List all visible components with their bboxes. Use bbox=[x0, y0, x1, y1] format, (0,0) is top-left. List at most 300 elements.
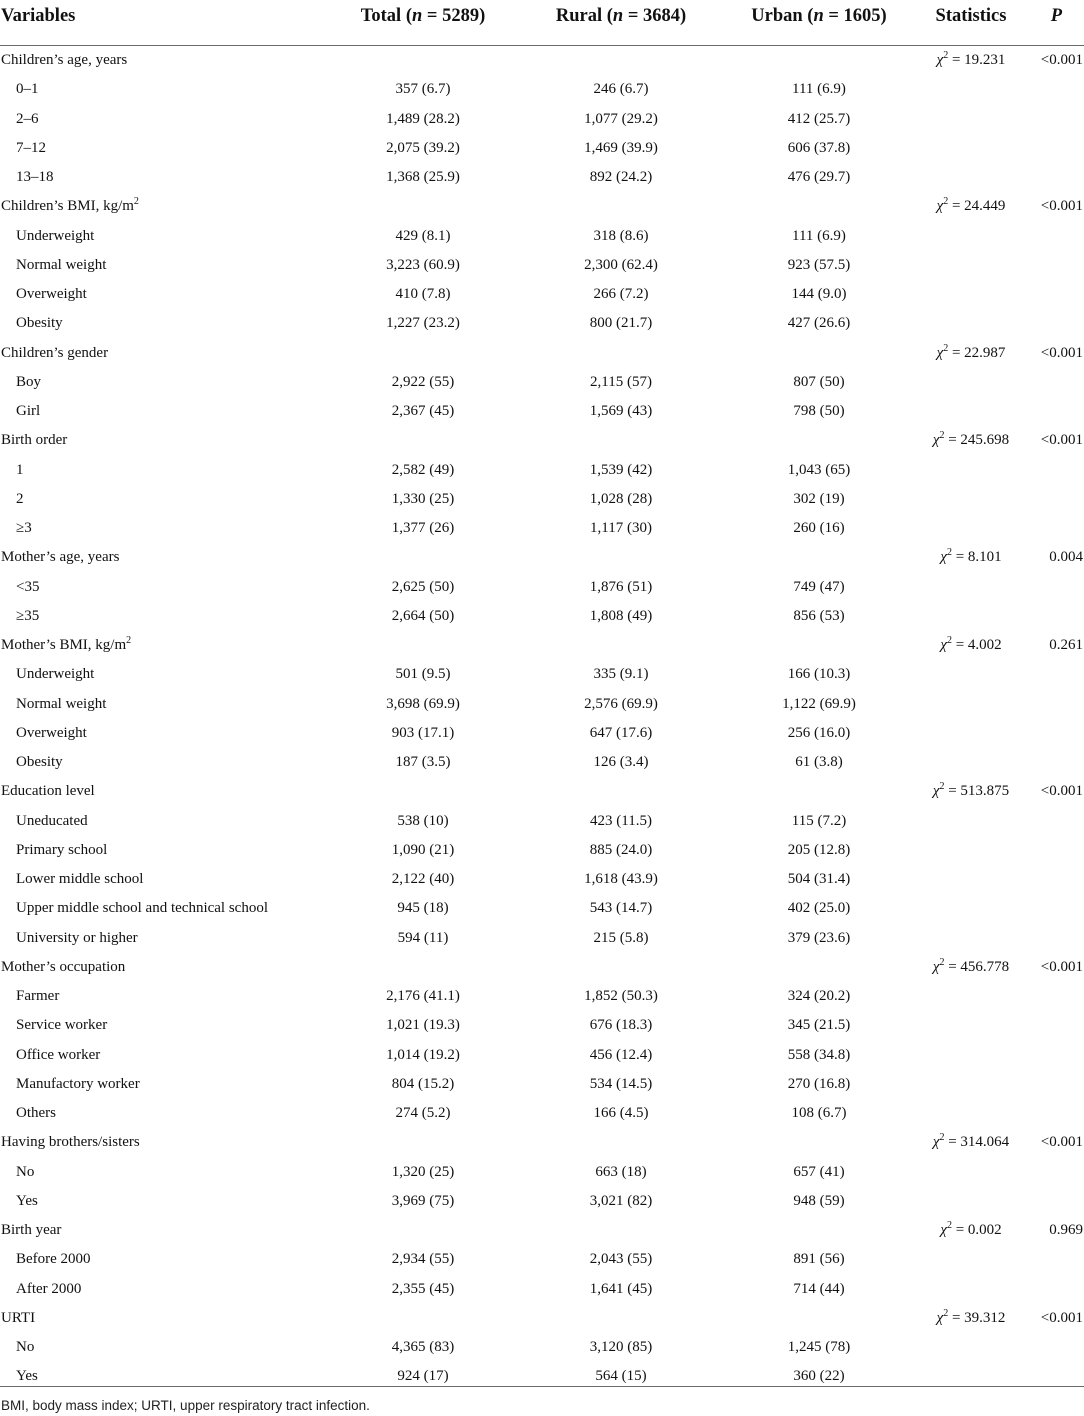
urban-cell: 714 (44) bbox=[793, 1280, 845, 1297]
header-urban-n: n bbox=[813, 5, 824, 26]
urban-cell: 205 (12.8) bbox=[787, 841, 851, 858]
p-value-cell: 0.004 bbox=[1049, 549, 1083, 566]
p-value-cell bbox=[1024, 1070, 1084, 1099]
urban-cell bbox=[720, 426, 918, 455]
row-label: Mother’s age, years bbox=[1, 549, 120, 566]
row-label-cell bbox=[0, 719, 324, 748]
table-row bbox=[0, 514, 1084, 543]
p-value-cell bbox=[1024, 836, 1084, 865]
p-value-cell bbox=[1024, 251, 1084, 280]
p-value-cell bbox=[1024, 690, 1084, 719]
row-label: Lower middle school bbox=[16, 871, 144, 888]
p-value-cell bbox=[1024, 280, 1084, 309]
row-label: Mother’s occupation bbox=[1, 958, 126, 975]
statistic-cell bbox=[918, 1158, 1024, 1187]
urban-cell: 108 (6.7) bbox=[791, 1105, 847, 1122]
chi-symbol: χ bbox=[940, 1222, 947, 1239]
chi-square-superscript: 2 bbox=[946, 1220, 952, 1232]
row-label-cell bbox=[0, 1011, 324, 1040]
statistic-cell bbox=[918, 163, 1024, 192]
row-label-cell bbox=[0, 222, 324, 251]
row-label: 0–1 bbox=[16, 81, 39, 98]
chi-square-superscript: 2 bbox=[943, 196, 949, 208]
row-label-cell bbox=[0, 1070, 324, 1099]
row-label: Birth order bbox=[1, 432, 68, 449]
rural-cell: 564 (15) bbox=[595, 1368, 647, 1385]
p-value-cell bbox=[1024, 573, 1084, 602]
row-label: No bbox=[16, 1339, 35, 1356]
chi-symbol: χ bbox=[936, 52, 944, 69]
chi-square-value: = 19.231 bbox=[948, 52, 1006, 69]
row-label: Others bbox=[16, 1105, 56, 1122]
row-label-cell bbox=[0, 251, 324, 280]
rural-cell: 266 (7.2) bbox=[593, 286, 649, 303]
total-cell: 1,330 (25) bbox=[391, 490, 455, 507]
p-value-cell: <0.001 bbox=[1040, 1134, 1083, 1151]
rural-cell: 1,117 (30) bbox=[590, 520, 652, 537]
rural-cell: 456 (12.4) bbox=[589, 1046, 653, 1063]
rural-cell bbox=[522, 953, 720, 982]
table-row bbox=[0, 309, 1084, 338]
row-label: Uneducated bbox=[16, 812, 88, 829]
rural-cell bbox=[522, 1216, 720, 1245]
header-urban-label: Urban ( bbox=[751, 5, 814, 26]
urban-cell: 166 (10.3) bbox=[787, 666, 851, 683]
rural-cell: 1,569 (43) bbox=[589, 403, 653, 420]
rural-cell: 1,876 (51) bbox=[589, 578, 653, 595]
row-label: Boy bbox=[16, 373, 42, 390]
total-cell: 1,021 (19.3) bbox=[386, 1017, 460, 1034]
p-value-cell bbox=[1024, 982, 1084, 1011]
table-row bbox=[0, 134, 1084, 163]
urban-cell: 302 (19) bbox=[793, 490, 845, 507]
total-cell bbox=[324, 339, 522, 368]
chi-square-superscript: 2 bbox=[943, 342, 949, 354]
chi-symbol: χ bbox=[932, 1134, 940, 1151]
urban-cell: 270 (16.8) bbox=[787, 1075, 851, 1092]
total-cell: 2,934 (55) bbox=[391, 1251, 455, 1268]
table-row bbox=[0, 485, 1084, 514]
row-label-cell bbox=[0, 1099, 324, 1128]
table-row bbox=[0, 865, 1084, 894]
table-row bbox=[0, 1099, 1084, 1128]
table-group-row bbox=[0, 339, 1084, 368]
row-label-cell bbox=[0, 660, 324, 689]
statistic-cell bbox=[918, 368, 1024, 397]
row-label: Farmer bbox=[16, 988, 60, 1005]
total-cell bbox=[324, 1216, 522, 1245]
row-label-cell bbox=[0, 894, 324, 923]
group-label-cell bbox=[0, 631, 324, 660]
urban-cell: 111 (6.9) bbox=[792, 227, 846, 244]
row-label: Normal weight bbox=[16, 256, 107, 273]
rural-cell bbox=[522, 46, 720, 76]
row-label-cell bbox=[0, 309, 324, 338]
table-row bbox=[0, 690, 1084, 719]
chi-square-value: = 0.002 bbox=[951, 1222, 1002, 1239]
row-label: Children’s age, years bbox=[1, 52, 128, 69]
row-label: URTI bbox=[1, 1309, 36, 1326]
urban-cell: 144 (9.0) bbox=[791, 286, 847, 303]
chi-square-value: = 22.987 bbox=[948, 344, 1006, 361]
total-cell: 1,368 (25.9) bbox=[386, 169, 460, 186]
total-cell: 3,969 (75) bbox=[391, 1192, 455, 1209]
row-label: 2 bbox=[16, 490, 24, 507]
urban-cell bbox=[720, 953, 918, 982]
group-label-cell bbox=[0, 777, 324, 806]
row-label-cell bbox=[0, 1333, 324, 1362]
statistic-cell bbox=[918, 46, 1024, 76]
rural-cell: 1,852 (50.3) bbox=[584, 988, 658, 1005]
row-label: Manufactory worker bbox=[16, 1075, 140, 1092]
rural-cell: 543 (14.7) bbox=[589, 900, 653, 917]
chi-square-value: = 513.875 bbox=[944, 783, 1010, 800]
total-cell: 1,377 (26) bbox=[391, 520, 455, 537]
chi-square-superscript: 2 bbox=[939, 781, 945, 793]
urban-cell: 606 (37.8) bbox=[787, 139, 851, 156]
rural-cell: 423 (11.5) bbox=[590, 812, 652, 829]
chi-square-superscript: 2 bbox=[939, 1132, 945, 1144]
urban-cell: 379 (23.6) bbox=[787, 929, 851, 946]
urban-cell: 1,122 (69.9) bbox=[782, 695, 856, 712]
chi-square-superscript: 2 bbox=[943, 1307, 949, 1319]
total-cell: 274 (5.2) bbox=[395, 1105, 451, 1122]
total-cell: 945 (18) bbox=[397, 900, 449, 917]
row-label: Underweight bbox=[16, 666, 95, 683]
urban-cell bbox=[720, 1304, 918, 1333]
table-row bbox=[0, 836, 1084, 865]
statistic-cell bbox=[918, 485, 1024, 514]
p-value-cell: <0.001 bbox=[1040, 958, 1083, 975]
table-group-row bbox=[0, 1216, 1084, 1245]
p-value-cell bbox=[1024, 1011, 1084, 1040]
chi-symbol: χ bbox=[940, 637, 947, 654]
group-label-cell bbox=[0, 192, 324, 221]
statistic-cell bbox=[918, 134, 1024, 163]
p-value-cell: <0.001 bbox=[1040, 1309, 1083, 1326]
p-value-cell bbox=[1024, 105, 1084, 134]
table-row bbox=[0, 1187, 1084, 1216]
chi-square-value: = 8.101 bbox=[951, 549, 1002, 566]
total-cell bbox=[324, 777, 522, 806]
total-cell bbox=[324, 1304, 522, 1333]
row-label-cell bbox=[0, 807, 324, 836]
p-value-cell bbox=[1024, 134, 1084, 163]
chi-square-superscript: 2 bbox=[943, 50, 949, 62]
total-cell: 2,582 (49) bbox=[391, 461, 455, 478]
rural-cell: 3,021 (82) bbox=[589, 1192, 653, 1209]
table-row bbox=[0, 1333, 1084, 1362]
statistic-cell bbox=[918, 894, 1024, 923]
urban-cell: 427 (26.6) bbox=[787, 315, 851, 332]
table-row bbox=[0, 1245, 1084, 1274]
group-label-cell bbox=[0, 426, 324, 455]
row-label-cell bbox=[0, 1187, 324, 1216]
p-value-cell bbox=[1024, 865, 1084, 894]
table-row bbox=[0, 982, 1084, 1011]
statistic-cell bbox=[918, 631, 1024, 660]
total-cell: 501 (9.5) bbox=[395, 666, 451, 683]
statistic-cell bbox=[918, 105, 1024, 134]
header-row bbox=[0, 0, 1084, 46]
table-row bbox=[0, 1070, 1084, 1099]
row-label: Yes bbox=[16, 1368, 38, 1385]
rural-cell: 663 (18) bbox=[595, 1163, 647, 1180]
rural-cell: 800 (21.7) bbox=[589, 315, 653, 332]
statistic-cell bbox=[918, 1362, 1024, 1391]
row-label-cell bbox=[0, 573, 324, 602]
urban-cell bbox=[720, 543, 918, 572]
header-rural bbox=[522, 0, 720, 46]
header-rural-n: n bbox=[612, 5, 624, 26]
urban-cell: 1,245 (78) bbox=[787, 1339, 851, 1356]
urban-cell: 798 (50) bbox=[793, 403, 845, 420]
row-label: 1 bbox=[16, 461, 24, 478]
total-cell bbox=[324, 631, 522, 660]
statistic-cell bbox=[918, 602, 1024, 631]
total-cell bbox=[324, 192, 522, 221]
p-value-cell bbox=[1024, 485, 1084, 514]
row-label: Primary school bbox=[16, 841, 108, 858]
row-label-cell bbox=[0, 1245, 324, 1274]
p-value-cell bbox=[1024, 748, 1084, 777]
urban-cell: 111 (6.9) bbox=[792, 81, 846, 98]
total-cell: 2,367 (45) bbox=[391, 403, 455, 420]
urban-cell: 891 (56) bbox=[793, 1251, 845, 1268]
group-label-cell bbox=[0, 543, 324, 572]
rural-cell: 215 (5.8) bbox=[593, 929, 649, 946]
p-value-cell bbox=[1024, 309, 1084, 338]
table-row bbox=[0, 748, 1084, 777]
statistic-cell bbox=[918, 836, 1024, 865]
rural-cell bbox=[522, 1304, 720, 1333]
urban-cell: 260 (16) bbox=[793, 520, 845, 537]
rural-cell: 335 (9.1) bbox=[593, 666, 649, 683]
statistic-cell bbox=[918, 339, 1024, 368]
group-label-cell bbox=[0, 46, 324, 76]
row-label: Mother’s BMI, kg/m bbox=[1, 637, 127, 654]
total-cell: 804 (15.2) bbox=[391, 1075, 455, 1092]
rural-cell: 892 (24.2) bbox=[589, 169, 653, 186]
row-label-cell bbox=[0, 368, 324, 397]
total-cell bbox=[324, 426, 522, 455]
rural-cell: 647 (17.6) bbox=[589, 724, 653, 741]
row-label: Overweight bbox=[16, 724, 87, 741]
statistic-cell bbox=[918, 1275, 1024, 1304]
p-value-cell bbox=[1024, 660, 1084, 689]
row-label: Children’s gender bbox=[1, 344, 109, 361]
row-label-cell bbox=[0, 514, 324, 543]
urban-cell: 115 (7.2) bbox=[791, 812, 847, 829]
row-label: Office worker bbox=[16, 1046, 101, 1063]
row-label: ≥3 bbox=[16, 520, 32, 537]
urban-cell: 412 (25.7) bbox=[787, 110, 851, 127]
table-row bbox=[0, 222, 1084, 251]
rural-cell: 885 (24.0) bbox=[589, 841, 653, 858]
row-label-cell bbox=[0, 485, 324, 514]
rural-cell: 1,808 (49) bbox=[589, 607, 653, 624]
chi-square-value: = 4.002 bbox=[951, 637, 1002, 654]
chi-square-superscript: 2 bbox=[939, 430, 945, 442]
total-cell bbox=[324, 1128, 522, 1157]
urban-cell: 1,043 (65) bbox=[787, 461, 851, 478]
table-row bbox=[0, 397, 1084, 426]
chi-symbol: χ bbox=[932, 432, 940, 449]
urban-cell bbox=[720, 777, 918, 806]
p-value-cell bbox=[1024, 1187, 1084, 1216]
header-variables: Variables bbox=[0, 0, 324, 46]
rural-cell: 2,300 (62.4) bbox=[584, 256, 658, 273]
urban-cell bbox=[720, 1128, 918, 1157]
rural-cell: 1,618 (43.9) bbox=[584, 871, 658, 888]
p-value-cell bbox=[1024, 924, 1084, 953]
rural-cell: 3,120 (85) bbox=[589, 1339, 653, 1356]
row-label-cell bbox=[0, 105, 324, 134]
total-cell bbox=[324, 46, 522, 76]
row-label: 13–18 bbox=[16, 169, 54, 186]
total-cell: 2,176 (41.1) bbox=[386, 988, 460, 1005]
p-value-cell bbox=[1024, 163, 1084, 192]
chi-symbol: χ bbox=[932, 783, 940, 800]
rural-cell: 2,576 (69.9) bbox=[584, 695, 658, 712]
p-value-cell bbox=[1024, 602, 1084, 631]
total-cell: 410 (7.8) bbox=[395, 286, 451, 303]
p-value-cell bbox=[1024, 1362, 1084, 1391]
urban-cell: 948 (59) bbox=[793, 1192, 845, 1209]
table-row bbox=[0, 807, 1084, 836]
table-body bbox=[0, 46, 1084, 1392]
chi-square-value: = 314.064 bbox=[944, 1134, 1010, 1151]
chi-square-superscript: 2 bbox=[939, 956, 945, 968]
row-label-cell bbox=[0, 134, 324, 163]
urban-cell: 657 (41) bbox=[793, 1163, 845, 1180]
rural-cell: 676 (18.3) bbox=[589, 1017, 653, 1034]
header-statistics: Statistics bbox=[918, 0, 1024, 46]
statistic-cell bbox=[918, 309, 1024, 338]
statistic-cell bbox=[918, 222, 1024, 251]
total-cell: 187 (3.5) bbox=[395, 754, 451, 771]
urban-cell: 558 (34.8) bbox=[787, 1046, 851, 1063]
statistic-cell bbox=[918, 719, 1024, 748]
p-value-cell bbox=[1024, 222, 1084, 251]
total-cell: 594 (11) bbox=[397, 929, 449, 946]
statistic-cell bbox=[918, 807, 1024, 836]
rural-cell: 1,641 (45) bbox=[589, 1280, 653, 1297]
table-group-row bbox=[0, 46, 1084, 76]
rural-cell: 2,115 (57) bbox=[590, 373, 652, 390]
table-row bbox=[0, 75, 1084, 104]
row-label-cell bbox=[0, 865, 324, 894]
row-label: <35 bbox=[16, 578, 40, 595]
total-cell: 3,698 (69.9) bbox=[386, 695, 460, 712]
rural-cell: 1,539 (42) bbox=[589, 461, 653, 478]
table-row bbox=[0, 1362, 1084, 1391]
row-label: Girl bbox=[16, 403, 41, 420]
total-cell: 2,122 (40) bbox=[391, 871, 455, 888]
group-label-cell bbox=[0, 339, 324, 368]
total-cell: 4,365 (83) bbox=[391, 1339, 455, 1356]
statistic-cell bbox=[918, 543, 1024, 572]
row-label-cell bbox=[0, 602, 324, 631]
header-urban-count: = 1605) bbox=[823, 5, 887, 26]
p-value-cell bbox=[1024, 1275, 1084, 1304]
statistic-cell bbox=[918, 865, 1024, 894]
row-label: No bbox=[16, 1163, 35, 1180]
chi-square-superscript: 2 bbox=[946, 635, 952, 647]
row-label-cell bbox=[0, 748, 324, 777]
row-label: Having brothers/sisters bbox=[1, 1134, 140, 1151]
table-row bbox=[0, 1041, 1084, 1070]
urban-cell: 360 (22) bbox=[793, 1368, 845, 1385]
statistic-cell bbox=[918, 1187, 1024, 1216]
statistic-cell bbox=[918, 1245, 1024, 1274]
p-value-cell bbox=[1024, 514, 1084, 543]
total-cell: 903 (17.1) bbox=[391, 724, 455, 741]
group-label-cell bbox=[0, 953, 324, 982]
urban-cell bbox=[720, 339, 918, 368]
table-group-row bbox=[0, 1128, 1084, 1157]
statistic-cell bbox=[918, 397, 1024, 426]
row-label: Yes bbox=[16, 1192, 38, 1209]
urban-cell bbox=[720, 631, 918, 660]
total-cell: 1,014 (19.2) bbox=[386, 1046, 460, 1063]
row-label-cell bbox=[0, 75, 324, 104]
rural-cell bbox=[522, 777, 720, 806]
group-label-cell bbox=[0, 1128, 324, 1157]
row-label: 2–6 bbox=[16, 110, 39, 127]
table-group-row bbox=[0, 543, 1084, 572]
p-value-cell bbox=[1024, 1245, 1084, 1274]
table-footnote: BMI, body mass index; URTI, upper respiratory tract infection. bbox=[1, 1398, 370, 1413]
chi-square-value: = 24.449 bbox=[948, 198, 1006, 215]
rural-cell bbox=[522, 543, 720, 572]
header-p: P bbox=[1024, 0, 1084, 46]
row-label: Service worker bbox=[16, 1017, 108, 1034]
statistic-cell bbox=[918, 1304, 1024, 1333]
rural-cell bbox=[522, 1128, 720, 1157]
header-total-n: n bbox=[411, 5, 423, 26]
p-value-cell: <0.001 bbox=[1040, 783, 1083, 800]
rural-cell: 318 (8.6) bbox=[593, 227, 649, 244]
row-label-cell bbox=[0, 1158, 324, 1187]
total-cell: 357 (6.7) bbox=[395, 81, 451, 98]
row-label-cell bbox=[0, 456, 324, 485]
row-label: Obesity bbox=[16, 315, 63, 332]
row-label: Birth year bbox=[1, 1222, 62, 1239]
row-label-cell bbox=[0, 397, 324, 426]
row-label: Normal weight bbox=[16, 695, 107, 712]
footer-divider bbox=[0, 1386, 1084, 1387]
statistic-cell bbox=[918, 251, 1024, 280]
urban-cell: 856 (53) bbox=[793, 607, 845, 624]
urban-cell: 749 (47) bbox=[793, 578, 845, 595]
total-cell: 429 (8.1) bbox=[395, 227, 451, 244]
statistic-cell bbox=[918, 192, 1024, 221]
rural-cell: 1,028 (28) bbox=[589, 490, 653, 507]
total-cell: 1,090 (21) bbox=[391, 841, 455, 858]
statistic-cell bbox=[918, 1011, 1024, 1040]
p-value-cell bbox=[1024, 456, 1084, 485]
chi-symbol: χ bbox=[936, 344, 944, 361]
row-label-cell bbox=[0, 836, 324, 865]
total-cell: 1,320 (25) bbox=[391, 1163, 455, 1180]
statistic-cell bbox=[918, 1128, 1024, 1157]
urban-cell: 923 (57.5) bbox=[787, 256, 851, 273]
rural-cell: 2,043 (55) bbox=[589, 1251, 653, 1268]
p-value-cell bbox=[1024, 719, 1084, 748]
table-row bbox=[0, 456, 1084, 485]
statistic-cell bbox=[918, 1041, 1024, 1070]
